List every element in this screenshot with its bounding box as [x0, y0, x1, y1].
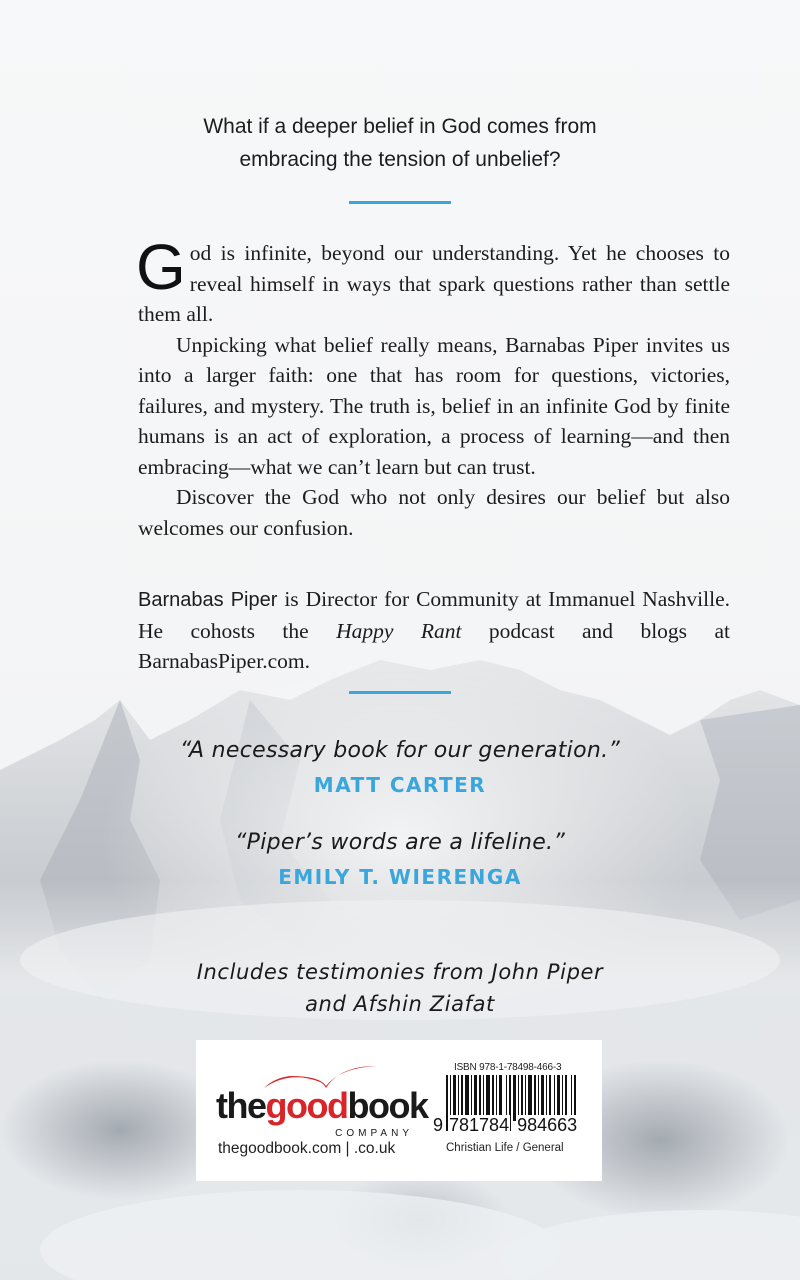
endorsement-2: [0, 830, 800, 889]
publisher-barcode-label: [196, 1040, 602, 1181]
isbn: ISBN 978-1-78498-466-3: [454, 1062, 562, 1073]
author-bio: Barnabas Piper is Director for Community at Immanuel Nashville. He cohosts the Happy Rant podcast and blogs at BarnabasPiper.com.: [138, 587, 730, 673]
podcast-title: Happy Rant: [336, 618, 462, 643]
blurb-paragraph-2: Unpicking what belief really means, Barnabas Piper invites us into a larger faith: one that has room for questions, victories, failures, and mystery. The truth is, belief in an infinite God by finite humans is an act of exploration, a process of learning—and then embracing—what we can’t learn but can trust.: [138, 332, 730, 479]
divider-top: [349, 201, 451, 204]
publisher-website: thegoodbook.com | .co.uk: [218, 1140, 396, 1157]
drop-cap: G: [136, 231, 186, 303]
blurb-paragraph-3: Discover the God who not only desires our belief but also welcomes our confusion.: [138, 485, 730, 540]
publisher-logo: [216, 1062, 428, 1146]
divider-bottom: [349, 691, 451, 694]
tagline-line-2: embracing the tension of unbelief?: [239, 148, 561, 171]
endorsement-quote: “Piper’s words are a lifeline.”: [234, 830, 566, 855]
logo-company: COMPANY: [335, 1128, 413, 1139]
tagline-line-1: What if a deeper belief in God comes from: [203, 115, 597, 138]
blurb: [136, 231, 730, 543]
testimonies-note: Includes testimonies from John Piper and Afshin Ziafat: [196, 960, 604, 1016]
author-name: Barnabas Piper: [138, 589, 278, 611]
book-category: Christian Life / General: [446, 1142, 564, 1154]
barcode-digits: 9 781784 984663: [433, 1115, 578, 1135]
endorsement-quote: “A necessary book for our generation.”: [179, 738, 621, 763]
endorsement-1: [0, 738, 800, 797]
endorsement-author: MATT CARTER: [313, 773, 487, 797]
logo-wordmark: thegoodbook: [216, 1085, 428, 1126]
tagline: [0, 110, 800, 176]
blurb-paragraph-1: God is infinite, beyond our understanding. Yet he chooses to reveal himself in ways that spark questions rather than settle them all.: [136, 231, 730, 326]
endorsement-author: EMILY T. WIERENGA: [278, 865, 522, 889]
